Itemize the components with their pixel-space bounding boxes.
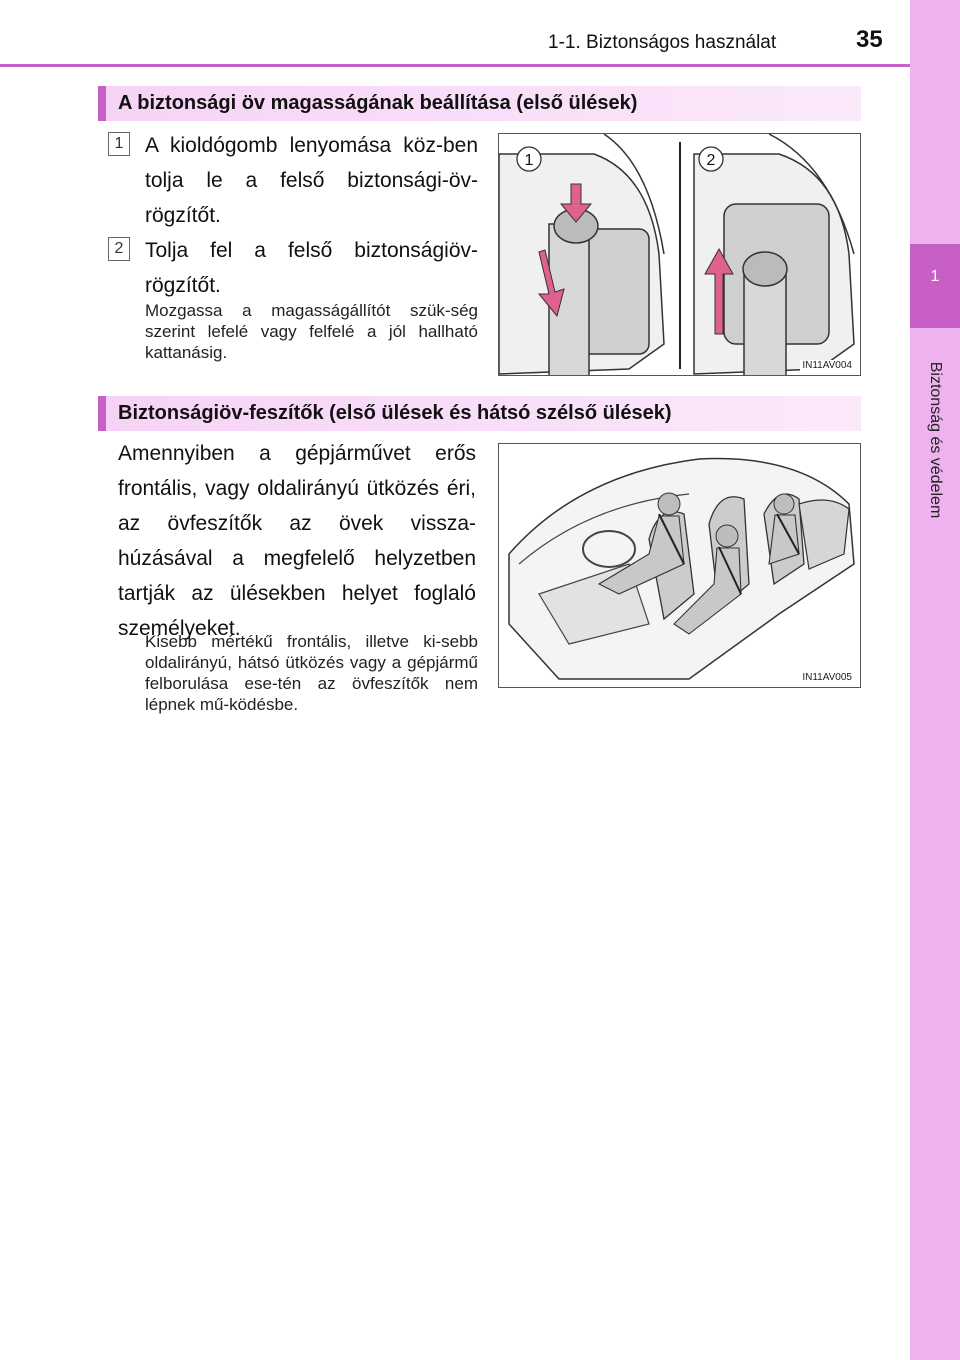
side-tab-number: 1 (930, 268, 940, 285)
section1-note: Mozgassa a magasságállítót szük-ség szerint lefelé vagy felfelé a jól hallható kattanásig. (145, 301, 478, 362)
section-title: A biztonsági öv magasságának beállítása (első ülések) (118, 92, 638, 114)
car-interior-illustration (499, 444, 861, 688)
step-text: A kioldógomb lenyomása köz-ben tolja le a felső biztonsági-öv-rögzítőt. (145, 134, 478, 227)
step-text: Tolja fel a felső biztonságiöv-rögzítőt. (145, 239, 478, 297)
side-tab (910, 0, 960, 1360)
figure-code: IN11AV005 (802, 672, 852, 683)
header-divider (0, 64, 910, 67)
side-tab-label: Biztonság és védelem (927, 361, 944, 519)
belt-anchor-illustration (499, 134, 861, 376)
chapter-title: 1-1. Biztonságos használat (548, 32, 777, 53)
figure-car-interior (498, 443, 861, 688)
figure-label-2: 2 (706, 152, 716, 169)
side-tab-chapter-box[interactable] (910, 244, 960, 328)
pretensioner-description: Amennyiben a gépjárművet erős frontális, vagy oldalirányú ütközés éri, az övfeszítők az övek vissza-húzásával a megfelelő helyzetben tartják az ülésekben helyet foglaló személyeket. (118, 442, 476, 640)
step-number-badge: 2 (108, 237, 130, 261)
step-number-badge: 1 (108, 132, 130, 156)
section-title: Biztonságiöv-feszítők (első ülések és hátsó szélső ülések) (118, 402, 672, 424)
section2-note: Kisebb mértékű frontális, illetve ki-sebb oldalirányú, hátsó ütközés vagy a gépjármű felborulása ese-tén az övfeszítők nem lépnek mű-ködésbe. (145, 632, 478, 714)
figure-belt-anchor-adjust (498, 133, 861, 376)
page-number: 35 (856, 26, 883, 53)
section-heading-pretensioners (98, 396, 861, 431)
step-1 (108, 128, 478, 233)
section-heading-belt-height (98, 86, 861, 121)
step-2 (108, 233, 478, 303)
figure-code: IN11AV004 (802, 360, 852, 371)
figure-label-1: 1 (524, 152, 534, 169)
